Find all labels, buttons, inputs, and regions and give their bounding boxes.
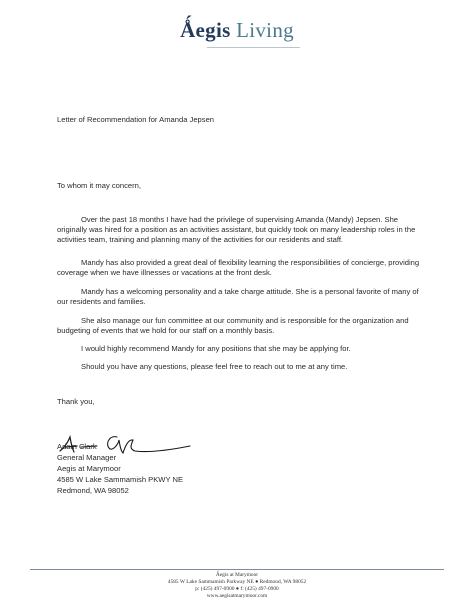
footer-address: 4585 W Lake Sammamish Parkway NE ● Redmond, WA 98052 [167, 579, 307, 585]
signer-block [57, 441, 183, 496]
letter-closing: Thank you, [57, 397, 95, 406]
logo-word-aegis: Ǻegis [180, 18, 231, 42]
letter-paragraph: She also manage our fun committee at our community and is responsible for the organization and budgeting of events that we hold for our staff on a monthly basis. [57, 316, 409, 335]
signer-name: Adam Clark [57, 442, 97, 451]
letter-paragraph: Over the past 18 months I have had the privilege of supervising Amanda (Mandy) Jepsen. She originally was hired for a position as an activities assistant, but quickly took on many leadership roles in the activities team, training and planning many of the activities for our residents and staff. [57, 215, 416, 244]
signer-company: Aegis at Marymoor [57, 464, 121, 473]
footer-website: www.aegisatmarymoor.com [206, 593, 268, 599]
letterhead-footer [0, 572, 474, 600]
letter-subject: Letter of Recommendation for Amanda Jepsen [57, 115, 215, 124]
letter-paragraph: Mandy has a welcoming personality and a take charge attitude. She is a personal favorite of many of our residents and families. [57, 287, 419, 306]
company-logo [0, 18, 474, 43]
letter-paragraph: Mandy has also provided a great deal of flexibility learning the responsibilities of concierge, providing coverage when we have illnesses or vacations at the front desk. [57, 258, 420, 277]
signer-street: 4585 W Lake Sammamish PKWY NE [57, 475, 184, 484]
footer-phone-fax: p: (425) 497-0900 ● f: (425) 497-0900 [195, 586, 279, 592]
signer-title: General Manager [57, 453, 117, 462]
logo-underline [207, 47, 300, 48]
letter-paragraph: I would highly recommend Mandy for any positions that she may be applying for. [81, 344, 351, 353]
signer-city: Redmond, WA 98052 [57, 486, 129, 495]
logo-word-living: Living [236, 18, 294, 42]
footer-divider [30, 569, 444, 570]
letter-paragraph: Should you have any questions, please feel free to reach out to me at any time. [81, 362, 348, 371]
letter-salutation: To whom it may concern, [57, 181, 141, 190]
footer-company: Ǻegis at Marymoor [215, 572, 259, 578]
